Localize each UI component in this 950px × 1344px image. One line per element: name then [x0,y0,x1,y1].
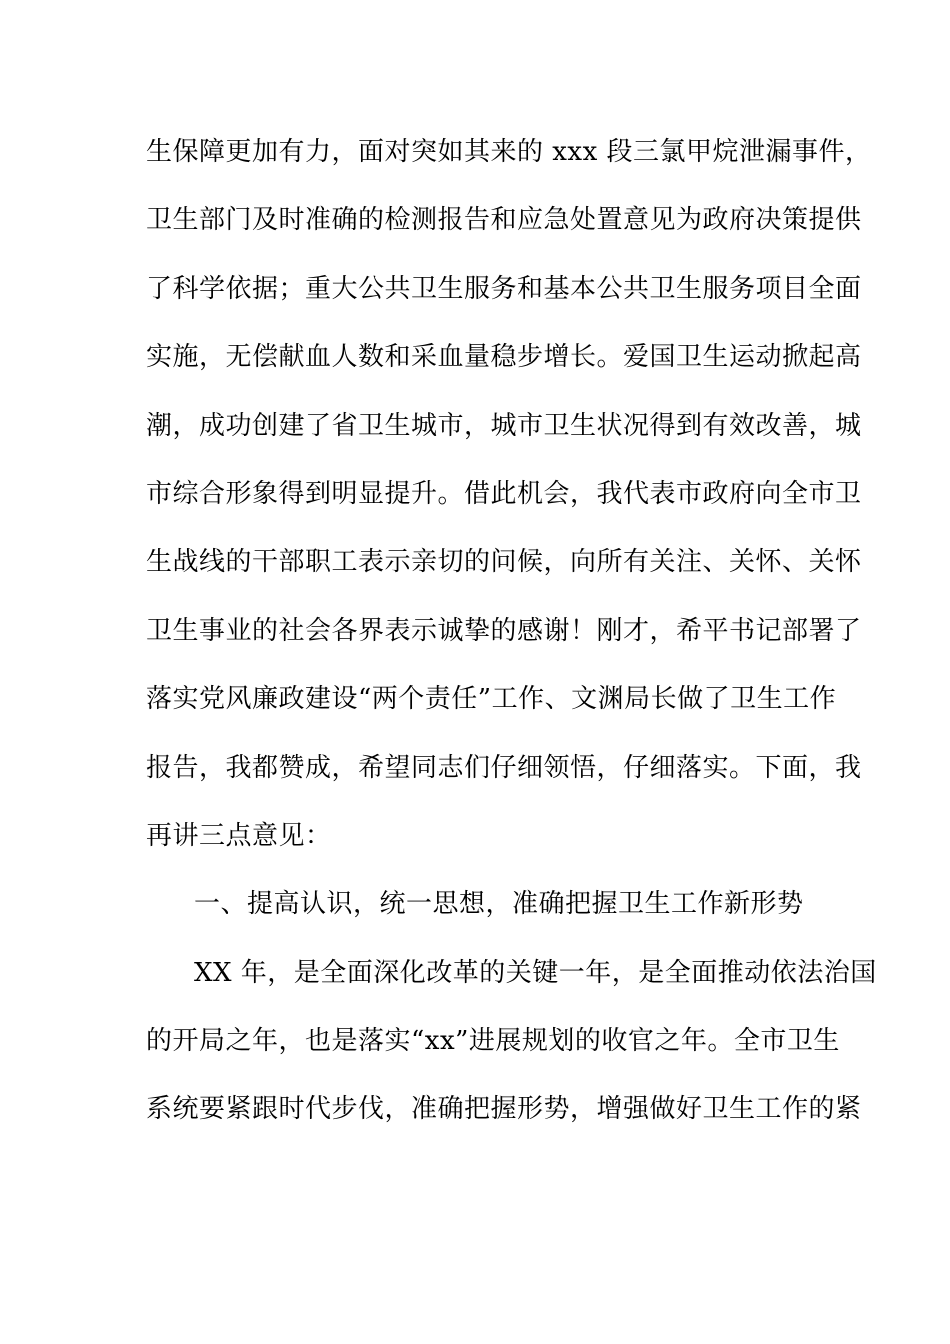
paragraph-line: 卫生部门及时准确的检测报告和应急处置意见为政府决策提供 [146,205,862,236]
paragraph-line: 系统要紧跟时代步伐，准确把握形势，增强做好卫生工作的紧 [146,1094,862,1125]
section-heading: 一、提高认识，统一思想，准确把握卫生工作新形势 [194,889,804,920]
paragraph-line: XX 年，是全面深化改革的关键一年，是全面推动依法治国 [194,957,877,988]
document-body [146,128,877,1154]
paragraph-line: 卫生事业的社会各界表示诚挚的感谢！刚才，希平书记部署了 [146,615,862,646]
paragraph-line: 实施，无偿献血人数和采血量稳步增长。爱国卫生运动掀起高 [146,342,862,373]
paragraph-line: 生战线的干部职工表示亲切的问候，向所有关注、关怀、关怀 [146,547,862,578]
paragraph-line: 潮，成功创建了省卫生城市，城市卫生状况得到有效改善，城 [146,410,862,441]
paragraph-line: 再讲三点意见： [146,820,332,851]
paragraph-line: 了科学依据；重大公共卫生服务和基本公共卫生服务项目全面 [146,273,862,304]
paragraph-line: 市综合形象得到明显提升。借此机会，我代表市政府向全市卫 [146,478,862,509]
paragraph-line: 报告，我都赞成，希望同志们仔细领悟，仔细落实。下面，我 [146,752,862,783]
paragraph-line: 生保障更加有力，面对突如其来的 xxx 段三氯甲烷泄漏事件， [146,137,872,167]
paragraph-line: 落实党风廉政建设“两个责任”工作、文渊局长做了卫生工作 [146,684,837,715]
paragraph-line: 的开局之年，也是落实“xx”进展规划的收官之年。全市卫生 [146,1026,840,1057]
